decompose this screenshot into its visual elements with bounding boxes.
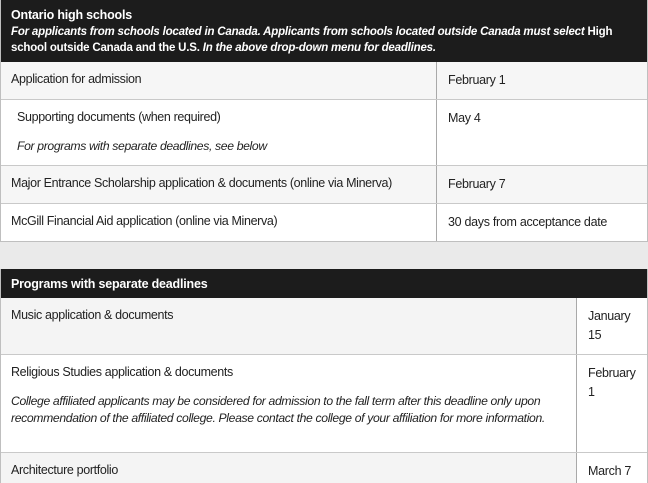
deadline-date: March 7 xyxy=(576,453,647,483)
row-note: For programs with separate deadlines, see below xyxy=(17,139,267,153)
ontario-table-header xyxy=(1,0,647,62)
note-menu-option: High school outside Canada and the U.S. xyxy=(11,26,613,54)
row-label: Supporting documents (when required) xyxy=(17,110,221,124)
row-label: Religious Studies application & documents xyxy=(11,365,233,379)
deadline-date: 30 days from acceptance date xyxy=(436,204,647,241)
table-row-religious-studies xyxy=(1,354,647,452)
section-gap xyxy=(0,242,648,269)
table-row-admission xyxy=(1,62,647,99)
deadline-date: January 15 xyxy=(576,298,647,354)
row-label-cell xyxy=(1,100,436,165)
programs-table-title: Programs with separate deadlines xyxy=(11,277,208,291)
row-note: College affiliated applicants may be considered for admission to the fall term after this deadline only upon recommendation of the affiliated college. Please contact the college of your affiliation for more information. xyxy=(11,394,545,425)
row-label: McGill Financial Aid application (online via Minerva) xyxy=(11,214,278,228)
note-italic-part1: For applicants from schools located in Canada. Applicants from schools located outside Canada must select xyxy=(11,26,588,38)
row-label: Music application & documents xyxy=(1,298,576,354)
deadline-date: February 1 xyxy=(576,355,647,452)
table-row-entrance-scholarship xyxy=(1,165,647,203)
programs-deadlines-table xyxy=(0,269,648,483)
table-row-architecture xyxy=(1,452,647,483)
row-label: Application for admission xyxy=(11,72,142,86)
ontario-table-title: Ontario high schools xyxy=(11,8,133,22)
table-row-supporting-documents xyxy=(1,99,647,165)
deadline-date: February 1 xyxy=(436,62,647,99)
ontario-table-note xyxy=(11,24,637,56)
row-label-cell xyxy=(1,355,576,452)
table-row-music xyxy=(1,298,647,354)
deadline-date: May 4 xyxy=(436,100,647,165)
row-label: Architecture portfolio xyxy=(1,453,576,483)
programs-table-header xyxy=(1,269,647,298)
note-italic-part2: In the above drop-down menu for deadlines. xyxy=(199,42,436,54)
deadline-date: February 7 xyxy=(436,166,647,203)
row-label: Major Entrance Scholarship application & documents (online via Minerva) xyxy=(11,176,392,190)
table-row-financial-aid xyxy=(1,203,647,241)
